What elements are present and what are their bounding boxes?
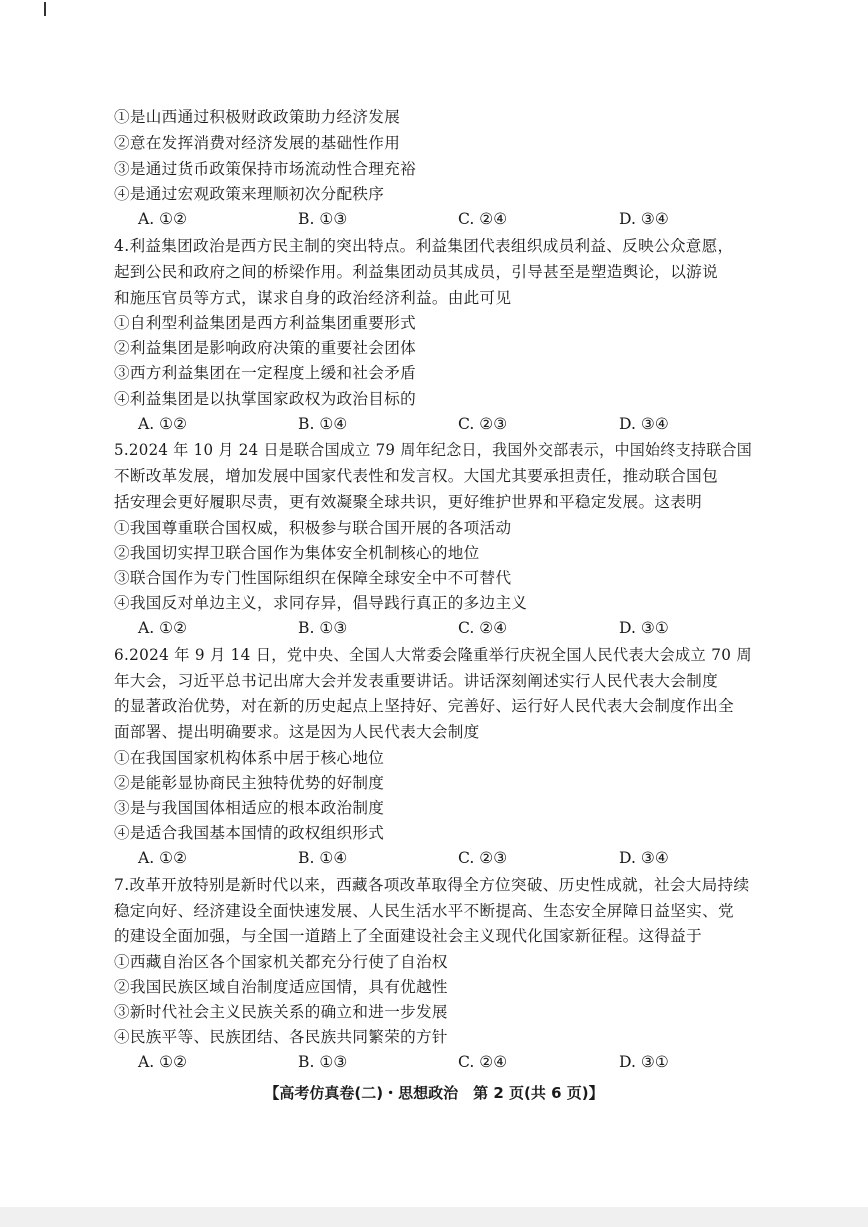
q5-option-a: A. ①② xyxy=(138,619,188,637)
q5-item-3: ③联合国作为专门性国际组织在保障全球安全中不可替代 xyxy=(114,569,512,587)
scan-mark xyxy=(44,2,46,16)
q6-stem-4: 面部署、提出明确要求。这是因为人民代表大会制度 xyxy=(114,723,480,741)
q7-option-b: B. ①③ xyxy=(298,1053,348,1071)
q4-option-b: B. ①④ xyxy=(298,415,348,433)
scan-edge xyxy=(0,1207,868,1227)
q3-option-a: A. ①② xyxy=(138,210,188,228)
q6-option-d: D. ③④ xyxy=(619,849,669,867)
q6-item-1: ①在我国国家机构体系中居于核心地位 xyxy=(114,749,385,767)
q4-item-4: ④利益集团是以执掌国家政权为政治目标的 xyxy=(114,390,416,408)
q4-stem-2: 起到公民和政府之间的桥梁作用。利益集团动员其成员，引导甚至是塑造舆论，以游说 xyxy=(114,263,718,281)
q5-stem-2: 不断改革发展，增加发展中国家代表性和发言权。大国尤其要承担责任，推动联合国包 xyxy=(114,467,718,485)
q7-stem-2: 稳定向好、经济建设全面快速发展、人民生活水平不断提高、生态安全屏障日益坚实、党 xyxy=(114,902,734,920)
q3-option-d: D. ③④ xyxy=(619,210,669,228)
q6-stem-3: 的显著政治优势，对在新的历史起点上坚持好、完善好、运行好人民代表大会制度作出全 xyxy=(114,697,734,715)
q5-stem-3: 括安理会更好履职尽责，更有效凝聚全球共识，更好维护世界和平稳定发展。这表明 xyxy=(114,493,703,511)
q6-stem-2: 年大会，习近平总书记出席大会并发表重要讲话。讲话深刻阐述实行人民代表大会制度 xyxy=(114,672,718,690)
q4-option-a: A. ①② xyxy=(138,415,188,433)
q7-item-1: ①西藏自治区各个国家机关都充分行使了自治权 xyxy=(114,953,448,971)
q6-option-b: B. ①④ xyxy=(298,849,348,867)
q4-item-1: ①自利型利益集团是西方利益集团重要形式 xyxy=(114,314,416,332)
q7-option-d: D. ③① xyxy=(619,1053,669,1071)
q7-item-2: ②我国民族区域自治制度适应国情，具有优越性 xyxy=(114,978,448,996)
q7-item-4: ④民族平等、民族团结、各民族共同繁荣的方针 xyxy=(114,1028,448,1046)
q7-option-c: C. ②④ xyxy=(458,1053,508,1071)
q6-item-4: ④是适合我国基本国情的政权组织形式 xyxy=(114,824,385,842)
q5-stem-1: 5.2024 年 10 月 24 日是联合国成立 79 周年纪念日，我国外交部表示，中国始终支持联合国 xyxy=(114,441,753,459)
q5-item-4: ④我国反对单边主义，求同存异，倡导践行真正的多边主义 xyxy=(114,594,528,612)
q7-stem-1: 7.改革开放特别是新时代以来，西藏各项改革取得全方位突破、历史性成就，社会大局持续 xyxy=(114,876,750,894)
q3-item-2: ②意在发挥消费对经济发展的基础性作用 xyxy=(114,134,401,152)
q5-option-c: C. ②④ xyxy=(458,619,508,637)
q7-item-3: ③新时代社会主义民族关系的确立和进一步发展 xyxy=(114,1003,448,1021)
q4-item-2: ②利益集团是影响政府决策的重要社会团体 xyxy=(114,339,416,357)
q3-item-1: ①是山西通过积极财政政策助力经济发展 xyxy=(114,108,401,126)
q3-option-c: C. ②④ xyxy=(458,210,508,228)
q3-item-4: ④是通过宏观政策来理顺初次分配秩序 xyxy=(114,185,385,203)
page-footer: 【高考仿真卷(二)・思想政治 第 2 页(共 6 页)】 xyxy=(264,1084,604,1102)
q6-stem-1: 6.2024 年 9 月 14 日，党中央、全国人大常委会隆重举行庆祝全国人民代表大会成立 70 周 xyxy=(114,646,752,664)
q3-item-3: ③是通过货币政策保持市场流动性合理充裕 xyxy=(114,160,416,178)
q5-option-d: D. ③① xyxy=(619,619,669,637)
q6-option-c: C. ②③ xyxy=(458,849,508,867)
q4-option-c: C. ②③ xyxy=(458,415,508,433)
q7-stem-3: 的建设全面加强，与全国一道踏上了全面建设社会主义现代化国家新征程。这得益于 xyxy=(114,927,703,945)
q4-stem-3: 和施压官员等方式，谋求自身的政治经济利益。由此可见 xyxy=(114,289,512,307)
q4-item-3: ③西方利益集团在一定程度上缓和社会矛盾 xyxy=(114,364,416,382)
q5-item-2: ②我国切实捍卫联合国作为集体安全机制核心的地位 xyxy=(114,544,480,562)
q3-option-b: B. ①③ xyxy=(298,210,348,228)
q6-option-a: A. ①② xyxy=(138,849,188,867)
q4-option-d: D. ③④ xyxy=(619,415,669,433)
q4-stem-1: 4.利益集团政治是西方民主制的突出特点。利益集团代表组织成员利益、反映公众意愿， xyxy=(114,237,734,255)
q7-option-a: A. ①② xyxy=(138,1053,188,1071)
q6-item-2: ②是能彰显协商民主独特优势的好制度 xyxy=(114,774,385,792)
q5-item-1: ①我国尊重联合国权威，积极参与联合国开展的各项活动 xyxy=(114,519,512,537)
q6-item-3: ③是与我国国体相适应的根本政治制度 xyxy=(114,799,385,817)
q5-option-b: B. ①③ xyxy=(298,619,348,637)
